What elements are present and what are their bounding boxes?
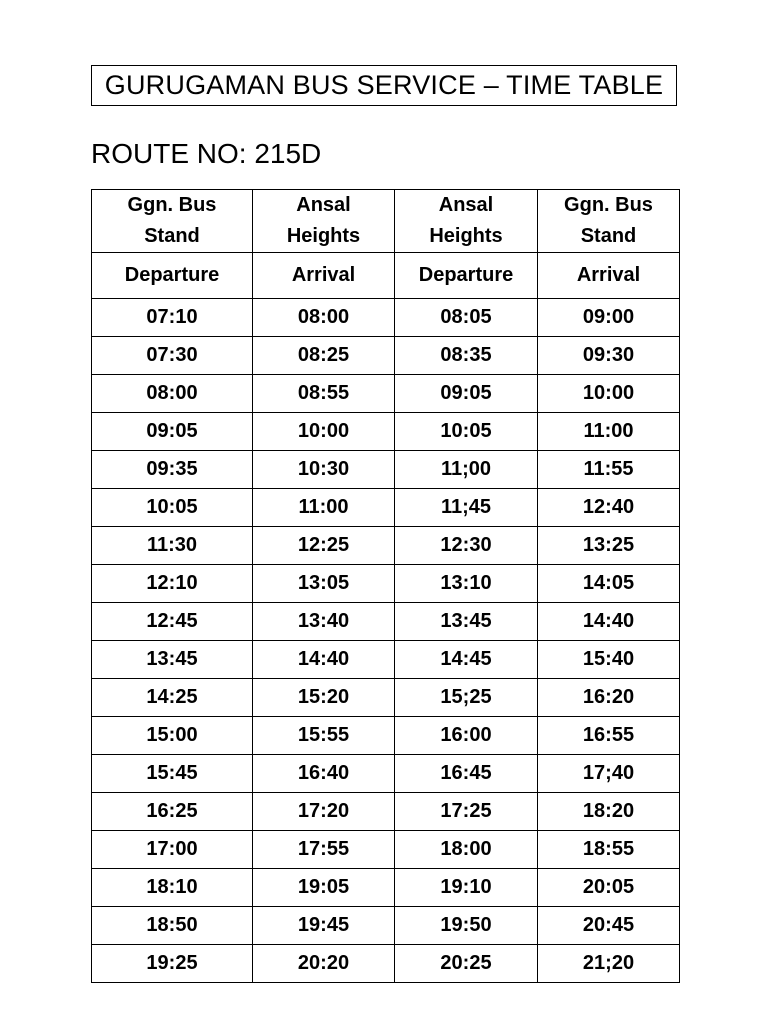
- time-cell: 11:30: [92, 527, 253, 565]
- page-title-text: GURUGAMAN BUS SERVICE – TIME TABLE: [104, 70, 664, 100]
- table-row: [92, 451, 680, 489]
- table-row: [92, 413, 680, 451]
- time-cell: 11:55: [538, 451, 680, 489]
- header-event-cell: Arrival: [253, 253, 395, 299]
- time-cell: 10:05: [395, 413, 538, 451]
- table-row: [92, 755, 680, 793]
- time-cell: 13:45: [92, 641, 253, 679]
- time-cell: 19:50: [395, 907, 538, 945]
- time-cell: 08:00: [253, 299, 395, 337]
- time-cell: 18:55: [538, 831, 680, 869]
- time-cell: 17:55: [253, 831, 395, 869]
- time-cell: 14:40: [253, 641, 395, 679]
- table-row: [92, 489, 680, 527]
- header-place-row: [92, 190, 680, 253]
- header-event-row: [92, 253, 680, 299]
- time-cell: 15;25: [395, 679, 538, 717]
- time-cell: 13:45: [395, 603, 538, 641]
- table-row: [92, 793, 680, 831]
- time-cell: 12:25: [253, 527, 395, 565]
- header-place-cell: Ansal Heights: [253, 190, 395, 253]
- table-row: [92, 907, 680, 945]
- table-row: [92, 603, 680, 641]
- time-cell: 08:00: [92, 375, 253, 413]
- timetable-body: [92, 299, 680, 983]
- time-cell: 07:10: [92, 299, 253, 337]
- table-row: [92, 299, 680, 337]
- table-row: [92, 641, 680, 679]
- time-cell: 15:00: [92, 717, 253, 755]
- time-cell: 09:05: [92, 413, 253, 451]
- time-cell: 14:25: [92, 679, 253, 717]
- header-event-cell: Departure: [395, 253, 538, 299]
- table-row: [92, 337, 680, 375]
- time-cell: 13:40: [253, 603, 395, 641]
- time-cell: 15:55: [253, 717, 395, 755]
- time-cell: 12:30: [395, 527, 538, 565]
- time-cell: 17:20: [253, 793, 395, 831]
- time-cell: 16:40: [253, 755, 395, 793]
- time-cell: 08:25: [253, 337, 395, 375]
- table-row: [92, 565, 680, 603]
- time-cell: 15:20: [253, 679, 395, 717]
- time-cell: 14:45: [395, 641, 538, 679]
- timetable: [91, 189, 680, 983]
- table-row: [92, 945, 680, 983]
- time-cell: 20:05: [538, 869, 680, 907]
- time-cell: 07:30: [92, 337, 253, 375]
- header-place-cell: Ansal Heights: [395, 190, 538, 253]
- time-cell: 20:45: [538, 907, 680, 945]
- table-row: [92, 679, 680, 717]
- time-cell: 15:45: [92, 755, 253, 793]
- time-cell: 18:20: [538, 793, 680, 831]
- time-cell: 17:25: [395, 793, 538, 831]
- time-cell: 11;00: [395, 451, 538, 489]
- time-cell: 16:45: [395, 755, 538, 793]
- time-cell: 09:35: [92, 451, 253, 489]
- time-cell: 11:00: [253, 489, 395, 527]
- time-cell: 17;40: [538, 755, 680, 793]
- time-cell: 13:10: [395, 565, 538, 603]
- time-cell: 20:20: [253, 945, 395, 983]
- time-cell: 12:40: [538, 489, 680, 527]
- time-cell: 08:55: [253, 375, 395, 413]
- time-cell: 09:00: [538, 299, 680, 337]
- table-row: [92, 831, 680, 869]
- header-event-cell: Departure: [92, 253, 253, 299]
- time-cell: 19:45: [253, 907, 395, 945]
- time-cell: 11;45: [395, 489, 538, 527]
- time-cell: 09:05: [395, 375, 538, 413]
- time-cell: 15:40: [538, 641, 680, 679]
- time-cell: 08:35: [395, 337, 538, 375]
- time-cell: 10:00: [538, 375, 680, 413]
- time-cell: 16:25: [92, 793, 253, 831]
- page-title: [91, 65, 677, 106]
- time-cell: 10:05: [92, 489, 253, 527]
- table-row: [92, 527, 680, 565]
- time-cell: 10:00: [253, 413, 395, 451]
- time-cell: 16:55: [538, 717, 680, 755]
- time-cell: 12:45: [92, 603, 253, 641]
- table-row: [92, 717, 680, 755]
- time-cell: 09:30: [538, 337, 680, 375]
- time-cell: 18:10: [92, 869, 253, 907]
- header-place-cell: Ggn. Bus Stand: [538, 190, 680, 253]
- time-cell: 12:10: [92, 565, 253, 603]
- time-cell: 21;20: [538, 945, 680, 983]
- time-cell: 11:00: [538, 413, 680, 451]
- time-cell: 20:25: [395, 945, 538, 983]
- time-cell: 19:05: [253, 869, 395, 907]
- time-cell: 19:10: [395, 869, 538, 907]
- table-row: [92, 375, 680, 413]
- table-row: [92, 869, 680, 907]
- header-event-cell: Arrival: [538, 253, 680, 299]
- route-number-label: ROUTE NO: 215D: [91, 138, 322, 169]
- time-cell: 13:25: [538, 527, 680, 565]
- time-cell: 14:05: [538, 565, 680, 603]
- time-cell: 16:00: [395, 717, 538, 755]
- time-cell: 13:05: [253, 565, 395, 603]
- time-cell: 14:40: [538, 603, 680, 641]
- time-cell: 08:05: [395, 299, 538, 337]
- time-cell: 10:30: [253, 451, 395, 489]
- time-cell: 18:00: [395, 831, 538, 869]
- time-cell: 16:20: [538, 679, 680, 717]
- time-cell: 18:50: [92, 907, 253, 945]
- header-place-cell: Ggn. Bus Stand: [92, 190, 253, 253]
- time-cell: 19:25: [92, 945, 253, 983]
- time-cell: 17:00: [92, 831, 253, 869]
